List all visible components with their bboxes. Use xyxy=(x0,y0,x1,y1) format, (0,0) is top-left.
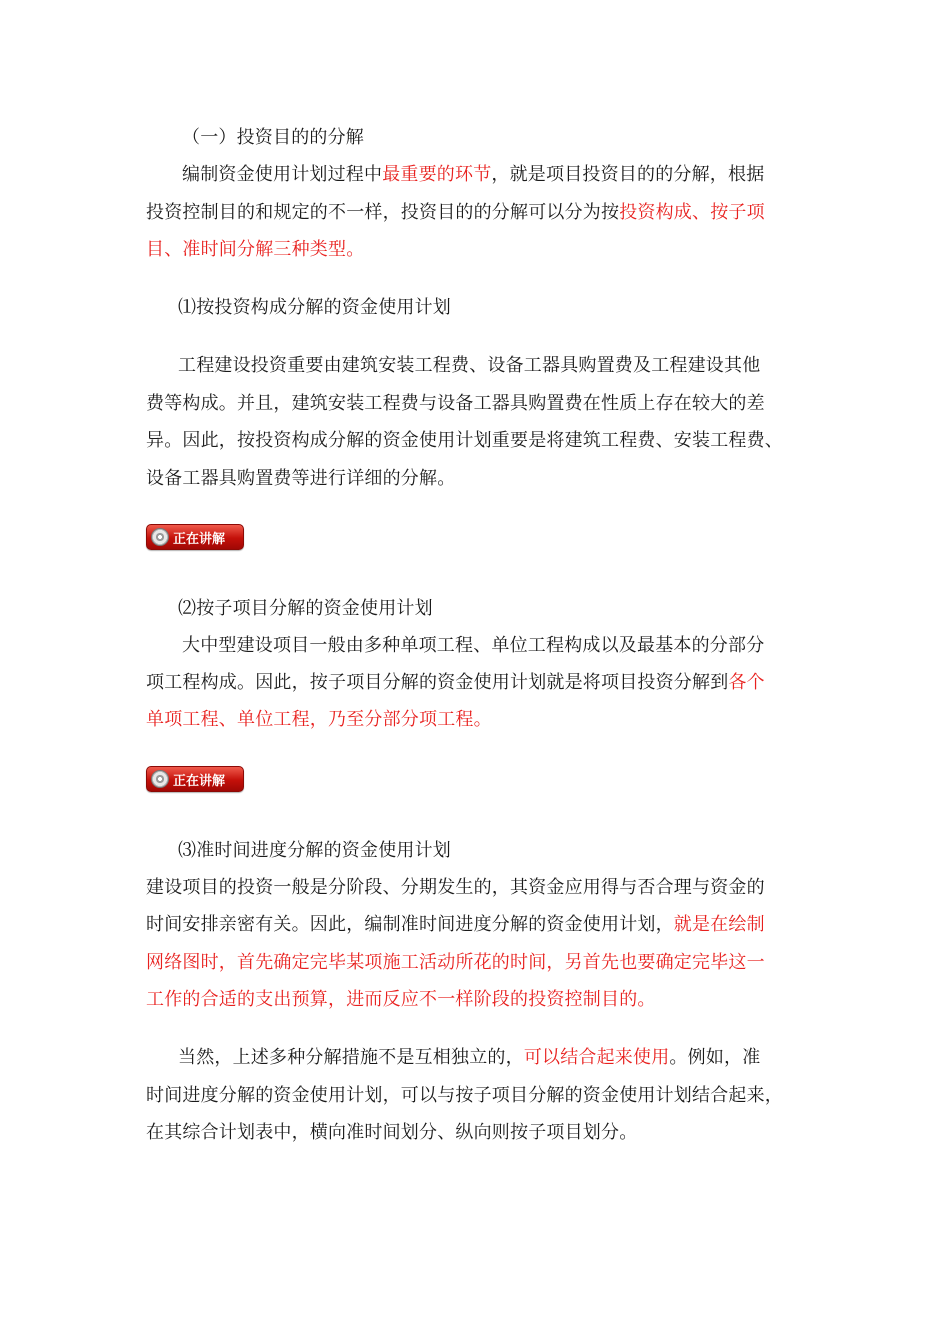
intro-line-1 xyxy=(182,163,764,187)
closing-line-1 xyxy=(178,1046,760,1070)
highlight-text: 各个 xyxy=(728,672,765,693)
item3-heading: ⑶准时间进度分解的资金使用计划 xyxy=(178,840,451,861)
item2-line-2 xyxy=(146,671,765,695)
intro-text: 投资控制目的和规定的不一样，投资目的的分解可以分为按 xyxy=(146,202,620,223)
closing-text: 当然，上述多种分解措施不是互相独立的， xyxy=(178,1047,524,1068)
badge-label: 正在讲解 xyxy=(173,773,226,789)
highlight-text: 可以结合起来使用 xyxy=(523,1047,670,1068)
item1-line-1: 工程建设投资重要由建筑安装工程费、设备工器具购置费及工程建设其他 xyxy=(178,355,761,376)
item2-line-1: 大中型建设项目一般由多种单项工程、单位工程构成以及最基本的分部分 xyxy=(182,635,765,656)
highlight-text: 最重要的环节 xyxy=(382,164,492,185)
disc-icon xyxy=(151,770,169,788)
item1-line-4: 设备工器具购置费等进行详细的分解。 xyxy=(146,468,456,489)
section-title: （一）投资目的的分解 xyxy=(182,127,364,148)
intro-line-2 xyxy=(146,201,765,225)
closing-line-2: 时间进度分解的资金使用计划，可以与按子项目分解的资金使用计划结合起来， xyxy=(146,1085,783,1106)
item2-text: 项工程构成。因此，按子项目分解的资金使用计划就是将项目投资分解到 xyxy=(146,672,729,693)
item3-line-2 xyxy=(146,913,765,937)
intro-text: ，就是项目投资目的的分解，根据 xyxy=(491,164,765,185)
item1-line-2: 费等构成。并且，建筑安装工程费与设备工器具购置费在性质上存在较大的差 xyxy=(146,393,765,414)
intro-text: 编制资金使用计划过程中 xyxy=(182,164,383,185)
item3-line-4: 工作的合适的支出预算，进而反应不一样阶段的投资控制目的。 xyxy=(146,989,656,1010)
disc-icon xyxy=(151,528,169,546)
intro-line-3: 目、准时间分解三种类型。 xyxy=(146,239,365,260)
item1-line-3: 异。因此，按投资构成分解的资金使用计划重要是将建筑工程费、安装工程费、 xyxy=(146,430,783,451)
item3-line-3: 网络图时，首先确定完毕某项施工活动所花的时间，另首先也要确定完毕这一 xyxy=(146,952,765,973)
item3-text: 时间安排亲密有关。因此，编制准时间进度分解的资金使用计划， xyxy=(146,914,674,935)
now-explaining-button[interactable] xyxy=(146,766,244,792)
closing-text: 。例如，准 xyxy=(669,1047,761,1068)
item2-heading: ⑵按子项目分解的资金使用计划 xyxy=(178,598,433,619)
closing-line-3: 在其综合计划表中，横向准时间划分、纵向则按子项目划分。 xyxy=(146,1122,638,1143)
item3-line-1: 建设项目的投资一般是分阶段、分期发生的，其资金应用得与否合理与资金的 xyxy=(146,877,765,898)
highlight-text: 就是在绘制 xyxy=(673,914,765,935)
now-explaining-button[interactable] xyxy=(146,524,244,550)
item2-line-3: 单项工程、单位工程，乃至分部分项工程。 xyxy=(146,709,492,730)
highlight-text: 投资构成、按子项 xyxy=(619,202,765,223)
item1-heading: ⑴按投资构成分解的资金使用计划 xyxy=(178,297,451,318)
badge-label: 正在讲解 xyxy=(173,531,226,547)
